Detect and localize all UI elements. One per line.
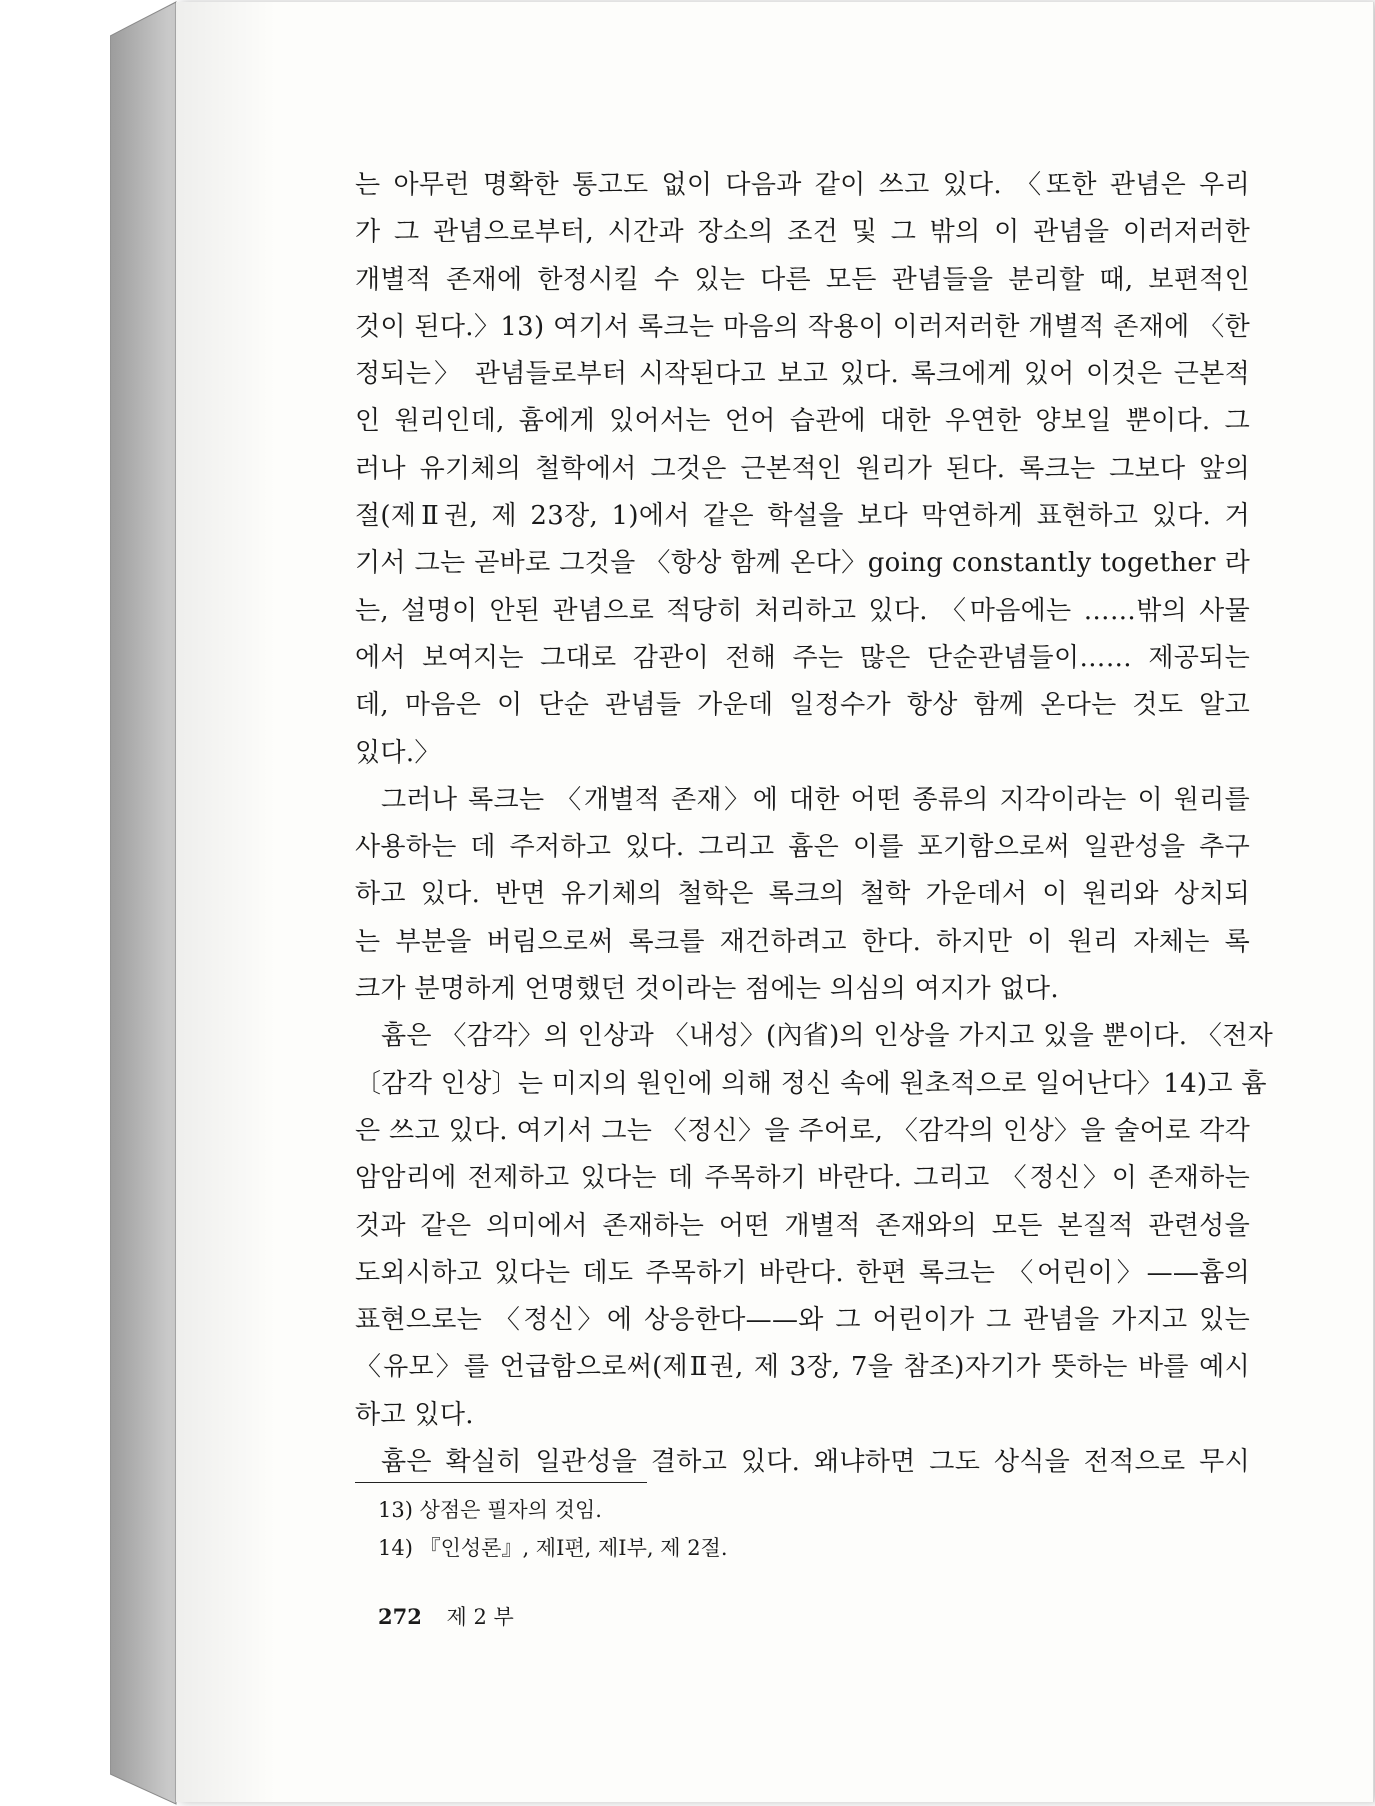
body-line: 데, 마음은 이 단순 관념들 가운데 일정수가 항상 함께 온다는 것도 알고 xyxy=(355,690,1250,721)
body-line: 가 그 관념으로부터, 시간과 장소의 조건 및 그 밖의 이 관념을 이러저러한 xyxy=(355,217,1250,248)
section-label: 제 2 부 xyxy=(446,1605,514,1629)
body-line: 하고 있다. xyxy=(355,1399,474,1430)
body-line: 는 아무런 명확한 통고도 없이 다음과 같이 쓰고 있다. 〈또한 관념은 우리 xyxy=(355,170,1250,200)
body-line: 러나 유기체의 철학에서 그것은 근본적인 원리가 된다. 록크는 그보다 앞의 xyxy=(355,453,1250,484)
footnote: 13) 상점은 필자의 것임. xyxy=(378,1498,602,1522)
body-line: 절(제Ⅱ권, 제 23장, 1)에서 같은 학설을 보다 막연하게 표현하고 있다. 거 xyxy=(355,501,1250,532)
body-line: 는 부분을 버림으로써 록크를 재건하려고 한다. 하지만 이 원리 자체는 록 xyxy=(355,926,1250,957)
body-line: 정되는〉 관념들로부터 시작된다고 보고 있다. 록크에게 있어 이것은 근본적 xyxy=(355,359,1250,390)
body-line: 있다.〉 xyxy=(355,737,441,768)
body-line: 암암리에 전제하고 있다는 데 주목하기 바란다. 그리고 〈정신〉이 존재하는 xyxy=(355,1163,1250,1194)
paragraph-first-line: 흄은 확실히 일관성을 결하고 있다. 왜냐하면 그도 상식을 전적으로 무시 xyxy=(381,1447,1250,1478)
body-line: 것이 된다.〉13) 여기서 록크는 마음의 작용이 이러저러한 개별적 존재에 〈한 xyxy=(355,311,1250,342)
body-line: 〈유모〉를 언급함으로써(제Ⅱ권, 제 3장, 7을 참조)자기가 뜻하는 바를 예시 xyxy=(355,1352,1250,1383)
footnote: 14) 『인성론』, 제Ⅰ편, 제Ⅰ부, 제 2절. xyxy=(378,1536,728,1560)
body-line: 하고 있다. 반면 유기체의 철학은 록크의 철학 가운데서 이 원리와 상치되 xyxy=(355,879,1250,910)
paragraph-first-line: 흄은 〈감각〉의 인상과 〈내성〉(內省)의 인상을 가지고 있을 뿐이다. 〈전자 xyxy=(381,1021,1274,1052)
body-line: 것과 같은 의미에서 존재하는 어떤 개별적 존재와의 모든 본질적 관련성을 xyxy=(355,1210,1250,1241)
body-line: 에서 보여지는 그대로 감관이 전해 주는 많은 단순관념들이…… 제공되는 xyxy=(355,642,1250,673)
body-line: 도외시하고 있다는 데도 주목하기 바란다. 한편 록크는 〈어린이〉——흄의 xyxy=(355,1257,1250,1288)
footnotes xyxy=(378,1491,1078,1567)
body-line: 표현으로는 〈정신〉에 상응한다——와 그 어린이가 그 관념을 가지고 있는 xyxy=(355,1305,1250,1336)
body-line: 크가 분명하게 언명했던 것이라는 점에는 의심의 여지가 없다. xyxy=(355,974,1059,1005)
body-line: 은 쓰고 있다. 여기서 그는 〈정신〉을 주어로, 〈감각의 인상〉을 술어로 각각 xyxy=(355,1115,1250,1146)
paragraph-first-line: 그러나 록크는 〈개별적 존재〉에 대한 어떤 종류의 지각이라는 이 원리를 xyxy=(381,784,1250,815)
body-line: 〔감각 인상〕는 미지의 원인에 의해 정신 속에 원초적으로 일어난다〉14)고 흄 xyxy=(355,1068,1267,1099)
body-text xyxy=(355,162,1274,1486)
body-line: 사용하는 데 주저하고 있다. 그리고 흄은 이를 포기함으로써 일관성을 추구 xyxy=(355,832,1250,863)
body-line: 기서 그는 곧바로 그것을 〈항상 함께 온다〉going constantly together 라 xyxy=(355,548,1250,579)
book-spine xyxy=(110,0,180,1806)
body-line: 인 원리인데, 흄에게 있어서는 언어 습관에 대한 우연한 양보일 뿐이다. 그 xyxy=(355,406,1250,437)
body-line: 는, 설명이 안된 관념으로 적당히 처리하고 있다. 〈마음에는 ……밖의 사물 xyxy=(355,595,1250,626)
footnote-divider xyxy=(355,1482,647,1483)
page-number: 272 xyxy=(378,1604,422,1629)
body-line: 개별적 존재에 한정시킬 수 있는 다른 모든 관념들을 분리할 때, 보편적인 xyxy=(355,264,1250,295)
page-footer xyxy=(378,1601,514,1631)
